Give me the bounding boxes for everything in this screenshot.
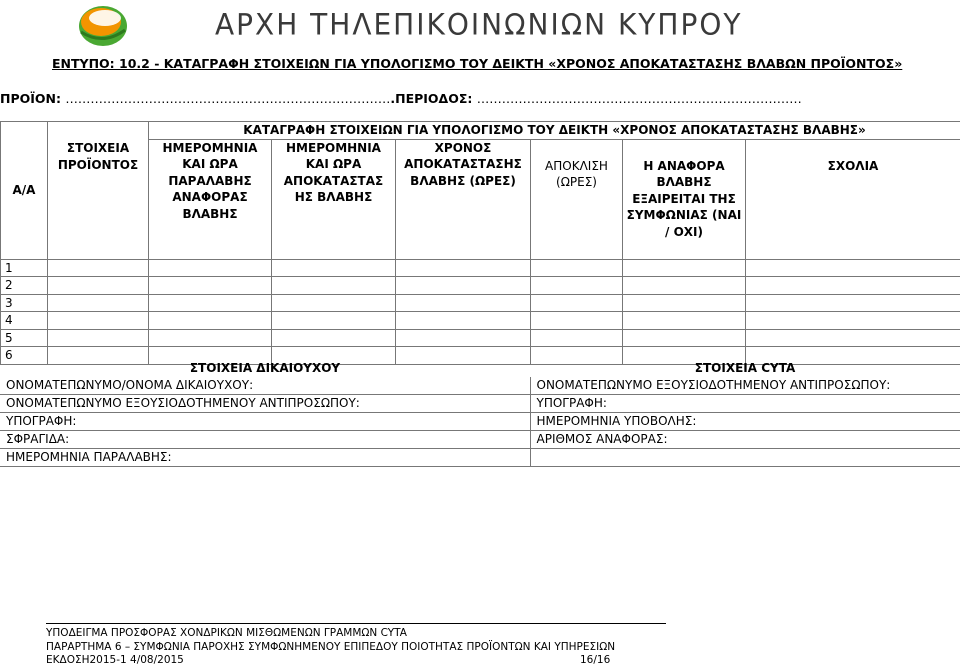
cell-excluded[interactable] [623,329,746,347]
cyta-reference-number-field[interactable]: ΑΡΙΘΜΟΣ ΑΝΑΦΟΡΑΣ: [530,431,960,449]
footer-line-1: ΥΠΟΔΕΙΓΜΑ ΠΡΟΣΦΟΡΑΣ ΧΟΝΔΡΙΚΩΝ ΜΙΣΘΩΜΕΝΩΝ ΓΡΑΜΜΩΝ CYTA [46,627,407,639]
col-header-report-date: ΗΜΕΡΟΜΗΝΙΑ ΚΑΙ ΩΡΑ ΠΑΡΑΛΑΒΗΣ ΑΝΑΦΟΡΑΣ ΒΛΑΒΗΣ [149,139,272,259]
row-number: 4 [1,312,48,330]
row-number: 2 [1,277,48,295]
cell-restore-date[interactable] [272,259,396,277]
cell-restore-date[interactable] [272,294,396,312]
beneficiary-signature-field[interactable]: ΥΠΟΓΡΑΦΗ: [0,413,530,431]
cell-excluded[interactable] [623,277,746,295]
cell-deviation[interactable] [531,329,623,347]
col-header-excluded: Η ΑΝΑΦΟΡΑ ΒΛΑΒΗΣ ΕΞΑΙΡΕΙΤΑΙ ΤΗΣ ΣΥΜΦΩΝΙΑΣ (ΝΑΙ / ΟΧΙ) [623,139,746,259]
table-row [1,259,960,277]
col-header-deviation: ΑΠΟΚΛΙΣΗ (ΩΡΕΣ) [531,139,623,259]
group-header: ΚΑΤΑΓΡΑΦΗ ΣΤΟΙΧΕΙΩΝ ΓΙΑ ΥΠΟΛΟΓΙΣΜΟ ΤΟΥ ΔΕΙΚΤΗ «ΧΡΟΝΟΣ ΑΠΟΚΑΤΑΣΤΑΣΗΣ ΒΛΑΒΗΣ» [149,122,960,140]
beneficiary-header: ΣΤΟΙΧΕΙΑ ΔΙΚΑΙΟΥΧΟΥ [189,361,341,375]
cell-deviation[interactable] [531,312,623,330]
product-label: ΠΡΟΪΟΝ: [0,91,61,106]
cell-report-date[interactable] [149,259,272,277]
cyta-submission-date-field[interactable]: ΗΜΕΡΟΜΗΝΙΑ ΥΠΟΒΟΛΗΣ: [530,413,960,431]
cell-report-date[interactable] [149,294,272,312]
cell-comments[interactable] [746,277,960,295]
cell-deviation[interactable] [531,277,623,295]
cyta-logo [75,2,743,50]
signatures-table [0,360,960,467]
col-header-aa: Α/Α [1,122,48,260]
cell-deviation[interactable] [531,259,623,277]
cell-restore-time[interactable] [396,277,531,295]
cyta-header: ΣΤΟΙΧΕΙΑ CYTA [694,361,796,375]
cyta-signature-field[interactable]: ΥΠΟΓΡΑΦΗ: [530,395,960,413]
col-header-comments: ΣΧΟΛΙΑ [746,139,960,259]
beneficiary-name-field[interactable]: ΟΝΟΜΑΤΕΠΩΝΥΜΟ/ΟΝΟΜΑ ΔΙΚΑΙΟΥΧΟΥ: [0,377,530,395]
table-row [1,329,960,347]
period-field[interactable]: …………………………………………………………………… [476,91,802,106]
table-row [1,294,960,312]
col-header-restore-date: ΗΜΕΡΟΜΗΝΙΑ ΚΑΙ ΩΡΑ ΑΠΟΚΑΤΑΣΤΑΣ ΗΣ ΒΛΑΒΗΣ [272,139,396,259]
beneficiary-stamp-field[interactable]: ΣΦΡΑΓΙΔΑ: [0,431,530,449]
page-number: 16/16 [580,654,611,666]
table-row [1,312,960,330]
row-number: 5 [1,329,48,347]
product-field[interactable]: …………………………………………………………………… [65,91,391,106]
beneficiary-representative-field[interactable]: ΟΝΟΜΑΤΕΠΩΝΥΜΟ ΕΞΟΥΣΙΟΔΟΤΗΜΕΝΟΥ ΑΝΤΙΠΡΟΣΩΠΟΥ: [0,395,530,413]
footer-divider [46,623,666,624]
cell-restore-date[interactable] [272,312,396,330]
cyta-emblem-icon [75,2,131,48]
table-row [1,277,960,295]
cell-comments[interactable] [746,329,960,347]
cell-comments[interactable] [746,294,960,312]
cell-report-date[interactable] [149,329,272,347]
cell-restore-time[interactable] [396,294,531,312]
cell-restore-time[interactable] [396,312,531,330]
cell-restore-date[interactable] [272,329,396,347]
cell-comments[interactable] [746,259,960,277]
cell-excluded[interactable] [623,294,746,312]
fault-records-table [0,121,960,365]
logo-text: ΑΡΧΗ ΤΗΛΕΠΙΚΟΙΝΩΝΙΩΝ ΚΥΠΡΟΥ [215,7,743,42]
cell-product[interactable] [48,329,149,347]
cell-restore-time[interactable] [396,329,531,347]
cell-report-date[interactable] [149,312,272,330]
row-number: 6 [1,347,48,365]
cell-product[interactable] [48,312,149,330]
cell-report-date[interactable] [149,277,272,295]
cell-product[interactable] [48,294,149,312]
cyta-representative-field[interactable]: ΟΝΟΜΑΤΕΠΩΝΥΜΟ ΕΞΟΥΣΙΟΔΟΤΗΜΕΝΟΥ ΑΝΤΙΠΡΟΣΩΠΟΥ: [530,377,960,395]
cell-deviation[interactable] [531,294,623,312]
cell-excluded[interactable] [623,312,746,330]
col-header-product: ΣΤΟΙΧΕΙΑ ΠΡΟΪΟΝΤΟΣ [48,122,149,260]
col-header-restore-time: ΧΡΟΝΟΣ ΑΠΟΚΑΤΑΣΤΑΣΗΣ ΒΛΑΒΗΣ (ΩΡΕΣ) [396,139,531,259]
cell-restore-time[interactable] [396,259,531,277]
form-title: ΕΝΤΥΠΟ: 10.2 - ΚΑΤΑΓΡΑΦΗ ΣΤΟΙΧΕΙΩΝ ΓΙΑ ΥΠΟΛΟΓΙΣΜΟ ΤΟΥ ΔΕΙΚΤΗ «ΧΡΟΝΟΣ ΑΠΟΚΑΤΑΣΤΑΣΗΣ ΒΛΑΒΩΝ ΠΡΟΪΟΝΤΟΣ» [52,56,903,71]
cell-excluded[interactable] [623,259,746,277]
period-label: .ΠΕΡΙΟΔΟΣ: [390,91,473,106]
cell-restore-date[interactable] [272,277,396,295]
product-period-line [0,91,802,106]
cell-comments[interactable] [746,312,960,330]
row-number: 3 [1,294,48,312]
row-number: 1 [1,259,48,277]
footer-line-3: ΕΚΔΟΣΗ2015-1 4/08/2015 [46,654,184,666]
footer-line-2: ΠΑΡΑΡΤΗΜΑ 6 – ΣΥΜΦΩΝΙΑ ΠΑΡΟΧΗΣ ΣΥΜΦΩΝΗΜΕΝΟΥ ΕΠΙΠΕΔΟΥ ΠΟΙΟΤΗΤΑΣ ΠΡΟΪΟΝΤΩΝ ΚΑΙ ΥΠΗΡΕΣΙΩΝ [46,641,616,653]
cell-product[interactable] [48,259,149,277]
beneficiary-receipt-date-field[interactable]: ΗΜΕΡΟΜΗΝΙΑ ΠΑΡΑΛΑΒΗΣ: [0,449,530,467]
cell-product[interactable] [48,277,149,295]
cyta-empty-field [530,449,960,467]
